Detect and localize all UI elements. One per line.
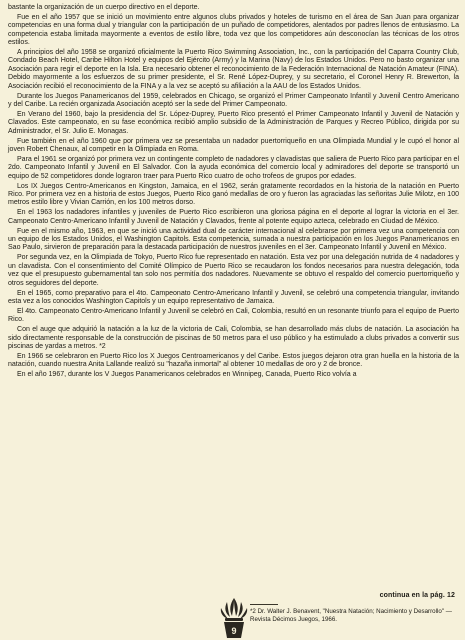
paragraph: Fue en el año 1957 que se inició un movimiento entre algunos clubs privados y hoteles de turismo en el área de San Juan para organizar competencias en una forma dual y triangular con la participación de un puñado de competidores, alentados por padres llenos de entusiasmo. La competencia estaba limitada mayormente a eventos de estilo libre, toda vez que los competidores aún desconocían las técnicas de los otros estilos. xyxy=(8,13,459,47)
paragraph: Con el auge que adquirió la natación a la luz de la victoria de Cali, Colombia, se han desarrollado más clubs de natación. La asociación ha sido directamente responsable de la construcción de piscinas de 50 metros para el uso público y ha estimulado a clubs privados a convertir sus piscinas de yardas a metros. *2 xyxy=(8,326,459,350)
paragraph: Para el 1961 se organizó por primera vez un contingente completo de nadadores y clavadistas que saliera de Puerto Rico para participar en el 2do. Campeonato Infantil y Juvenil en El Salvador. Con la ayuda económica del comercio local y admiradores del deporte se transportó un equipo de 52 competidores donde lograron traer para Puerto Rico cuatro de ocho trofeos de grupos por edades. xyxy=(8,155,459,180)
paragraph: Durante los Juegos Panamericanos del 1959, celebrados en Chicago, se organizó el Primer Campeonato Infantil y Juvenil Centro Americano y del Caribe. La recién organizada Asociación aceptó ser la sede del Primer Campeonato. xyxy=(8,92,459,108)
paragraph: Fue también en el año 1960 que por primera vez se presentaba un nadador puertorriqueño en una Olimpiada Mundial y le cupó el honor al joven Robert Chenaux, al competir en la Olimpiada en Roma. xyxy=(8,137,459,153)
paragraph: En el 1963 los nadadores infantiles y juveniles de Puerto Rico escribieron una gloriosa página en el deporte al lograr la victoria en el 3er. Campeonato Centro-Americano Infantil y Juvenil de Natación y Clavados, frente al potente equipo azteca, celebrado en Ciudad de México. xyxy=(8,209,459,225)
paragraph: En 1966 se celebraron en Puerto Rico los X Juegos Centroamericanos y del Caribe. Estos juegos dejaron otra gran huella en la historia de la natación, cuando nuestra Anita Lallande realizó su "hazaña inmortal" al obtener 10 medallas de oro y 2 de bronce. xyxy=(8,352,459,369)
paragraph: En el año 1967, durante los V Juegos Panamericanos celebrados en Winnipeg, Canada, Puerto Rico volvía a xyxy=(17,371,357,379)
paragraph: Los IX Juegos Centro-Americanos en Kingston, Jamaica, en el 1962, serán gratamente recordados en la historia de la natación en Puerto Rico. Por primera vez en a historia de estos Juegos, Puerto Rico ganó medallas de oro y fueron las agraciadas las señoritas Julie Milotz, en 100 metros estilo libre y Vivian Carrión, en los 100 metros dorso. xyxy=(8,182,459,207)
footnote: *2 Dr. Walter J. Benavent, "Nuestra Natación; Nacimiento y Desarrollo" — Revista Décimos Juegos, 1966. xyxy=(250,608,452,623)
paragraph: En el 1965, como preparativo para el 4to. Campeonato Centro-Americano Infantil y Juvenil, se celebró una competencia triangular, invitando esta vez a los conocidos Washington Capitols y un equipo representativo de Jamaica. xyxy=(8,289,459,305)
paragraph: bastante la organización de un cuerpo directivo en el deporte. xyxy=(8,4,200,11)
paragraph: Por segunda vez, en la Olimpiada de Tokyo, Puerto Rico fue representado en natación. Esta vez por una delegación nutrida de 4 nadadores y un clavadista. Con el consentimiento del Comité Olímpico de Puerto Rico se recaudaron los fondos necesarios para nuestra delegación, toda vez que el presupuesto gubernamental tan solo nos permitía dos nadadores. Nuevamente se obtuvo el respaldo del comercio puertorriqueño y otros seguidores del deporte. xyxy=(8,254,459,287)
paragraph: El 4to. Campeonato Centro-Americano Infantil y Juvenil se celebró en Cali, Colombia, resultó en un resonante triunfo para el equipo de Puerto Rico. xyxy=(8,307,459,324)
body-text xyxy=(8,4,459,380)
continued-on-page-note: continua en la pág. 12 xyxy=(379,592,455,599)
paragraph: A principios del año 1958 se organizó oficialmente la Puerto Rico Swimming Association, Inc., con la participación del Caparra Country Club, Condado Beach Hotel, Caribe Hilton Hotel y equipos del Ejército (Army) y la Marina (Navy) de los Estados Unidos. Pero no basto organizar una Asociación para regir el deporte en la Isla. Era necesario obtener el reconocimiento de la Federación Internacional de Natación Amateur (FINA). Debido mayormente a los esfuerzos de su primer presidente, el Sr. René López-Duprey, y su secretario, el Coronel Henry R. Brewerton, la Asociación recibió el reconocimiento de la FINA y a la vez se aceptó su afiliación a la AAU de los Estados Unidos. xyxy=(8,49,459,90)
paragraph: Fue en el mismo año, 1963, en que se inició una actividad dual de carácter internacional al celebrarse por primera vez una competencia con un equipo de los Estados Unidos, el Washington Capitols. Esta competencia, sumada a nuestra participación en los Juegos Panamericanos en Sao Paulo, sirvieron de preparación para la destacada participación de nuestros juveniles en el 3er. Campeonato Infantil y Juvenil en México. xyxy=(8,227,459,252)
footnote-rule xyxy=(250,604,278,605)
page-number: 9 xyxy=(231,626,237,636)
paragraph: En Verano del 1960, bajo la presidencia del Sr. López-Duprey, Puerto Rico presentó el Primer Campeonato Infantil y Juvenil de Natación y Clavados. Este campeonato, en su fase económica recibió amplio subsidio de la Administración de Parques y Recreo Público, dirigida por su Administrador, el Sr. Julio E. Monagas. xyxy=(8,110,459,135)
page-number-emblem-icon xyxy=(215,596,253,640)
